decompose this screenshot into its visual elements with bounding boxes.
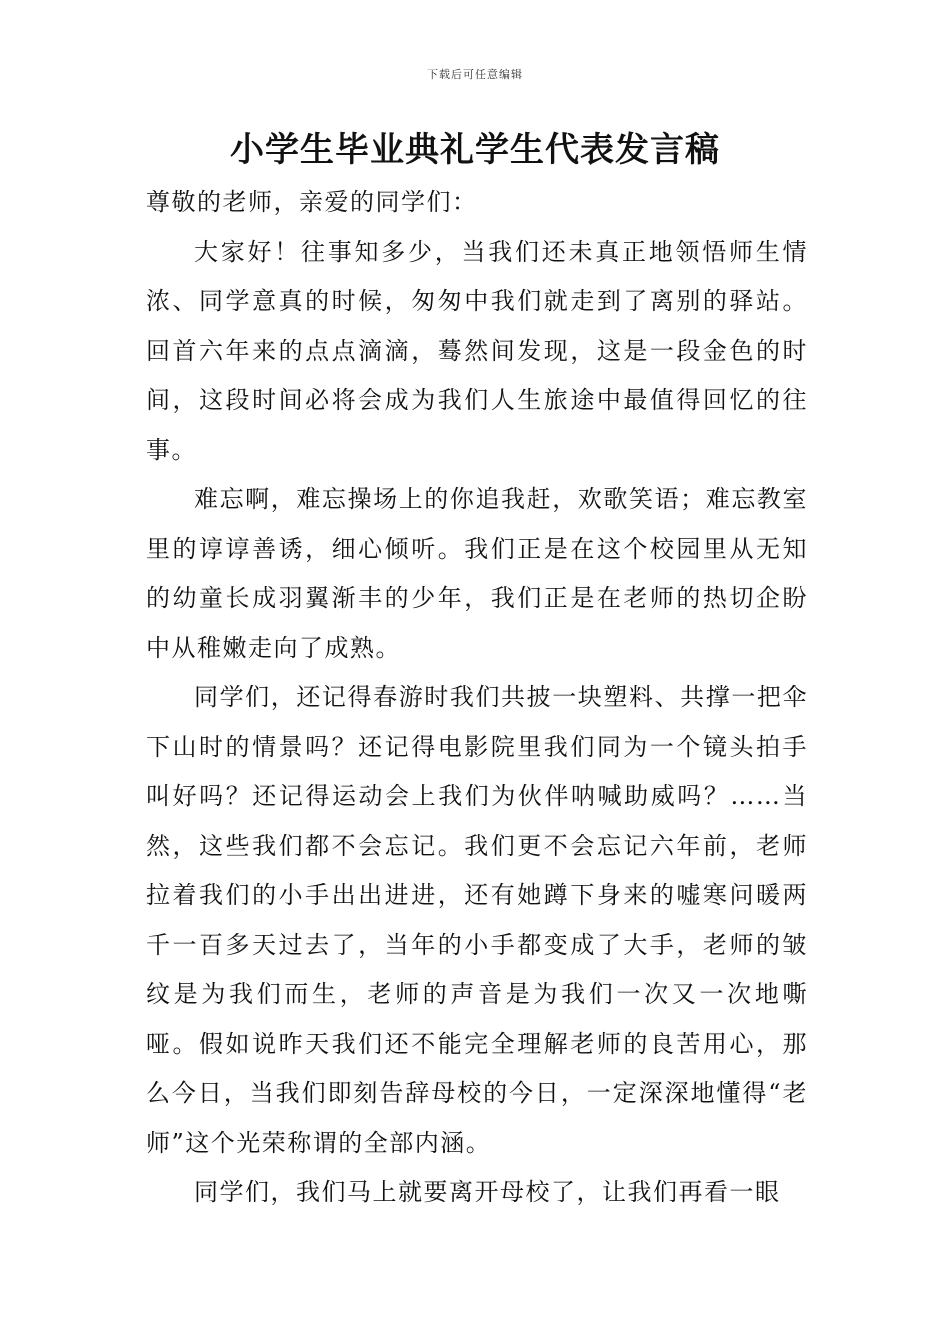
paragraph-3: 同学们，还记得春游时我们共披一块塑料、共撑一把伞下山时的情景吗？还记得电影院里我们同为一个镜头拍手叫好吗？还记得运动会上我们为伙伴呐喊助威吗？……当然，这些我们都不会忘记。我们更不会忘记六年前，老师拉着我们的小手出出进进，还有她蹲下身来的嘘寒问暖两千一百多天过去了，当年的小手都变成了大手，老师的皱纹是为我们而生，老师的声音是为我们一次又一次地嘶哑。假如说昨天我们还不能完全理解老师的良苦用心，那么今日，当我们即刻告辞母校的今日，一定深深地懂得“老师”这个光荣称谓的全部内涵。 bbox=[146, 683, 808, 1157]
header-note: 下载后可任意编辑 bbox=[427, 68, 523, 81]
paragraph-1: 大家好！往事知多少，当我们还未真正地领悟师生情浓、同学意真的时候，匆匆中我们就走到了离别的驿站。回首六年来的点点滴滴，蓦然间发现，这是一段金色的时间，这段时间必将会成为我们人生旅途中最值得回忆的往事。 bbox=[146, 237, 808, 464]
paragraph-4: 同学们，我们马上就要离开母校了，让我们再看一眼 bbox=[194, 1178, 781, 1206]
document-title: 小学生毕业典礼学生代表发言稿 bbox=[230, 130, 720, 170]
salutation: 尊敬的老师，亲爱的同学们： bbox=[146, 188, 478, 216]
document-body bbox=[146, 178, 808, 1218]
paragraph-2: 难忘啊，难忘操场上的你追我赶，欢歌笑语；难忘教室里的谆谆善诱，细心倾听。我们正是在这个校园里从无知的幼童长成羽翼渐丰的少年，我们正是在老师的热切企盼中从稚嫩走向了成熟。 bbox=[146, 485, 808, 662]
